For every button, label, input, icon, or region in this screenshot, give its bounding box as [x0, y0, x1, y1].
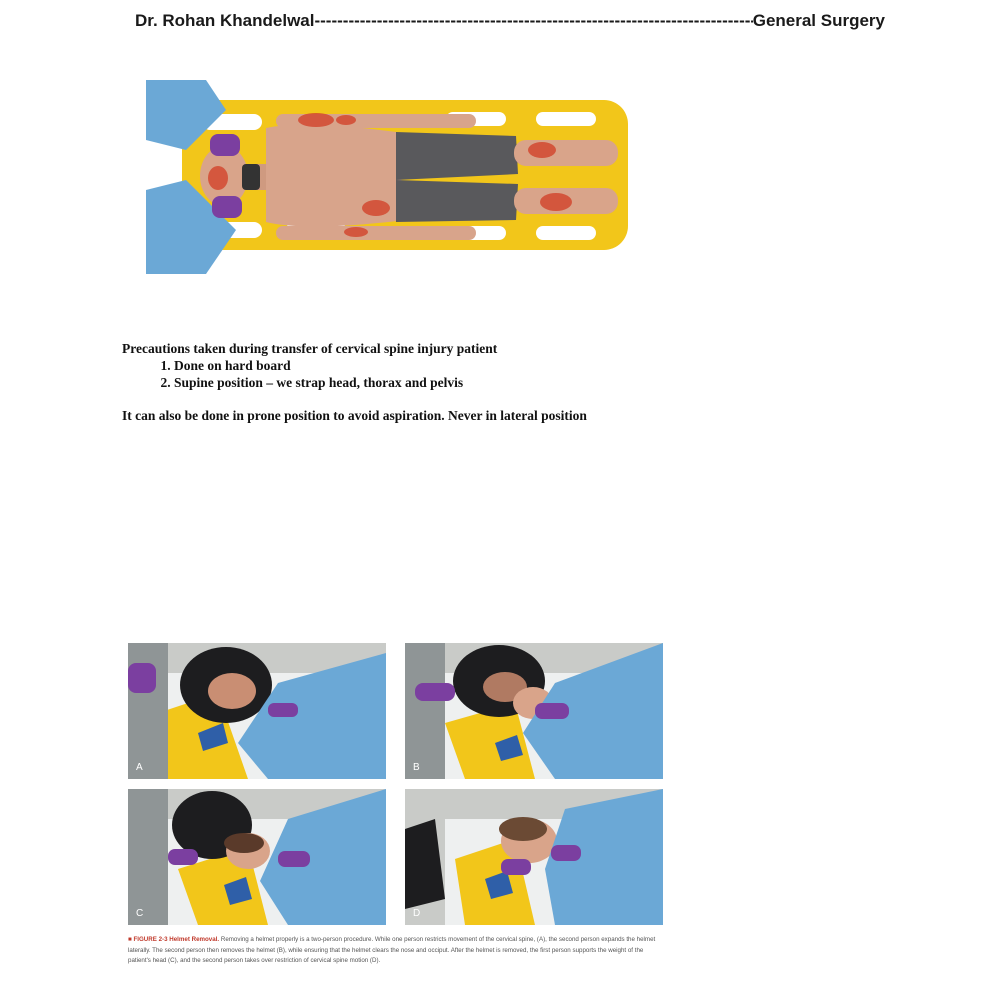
- helmet-photo-b: [405, 643, 663, 779]
- helmet-photo-d: [405, 789, 663, 925]
- precautions-heading: Precautions taken during transfer of cervical spine injury patient: [122, 341, 498, 356]
- panel-label-a: A: [136, 762, 143, 773]
- figure-title: Helmet Removal.: [169, 936, 220, 943]
- panel-label-c: C: [136, 908, 144, 919]
- precaution-item: 1. Done on hard board: [174, 357, 762, 374]
- helmet-photo-c: [128, 789, 386, 925]
- figure-number: ■ FIGURE 2-3: [128, 936, 168, 943]
- transfer-note: It can also be done in prone position to avoid aspiration. Never in lateral position: [122, 408, 587, 423]
- department-name: General Surgery: [752, 11, 885, 30]
- figure-caption: [128, 935, 664, 967]
- page-header: [135, 8, 885, 34]
- precautions-list: [122, 357, 762, 391]
- spine-board-illustration: [146, 80, 640, 274]
- panel-label-b: B: [413, 762, 420, 773]
- panel-label-d: D: [413, 908, 421, 919]
- header-dashes: [314, 11, 752, 31]
- helmet-photo-a: [128, 643, 386, 779]
- precaution-item: 2. Supine position – we strap head, thorax and pelvis: [174, 374, 762, 391]
- precautions-text: [122, 340, 762, 424]
- figure-caption-text: Removing a helmet properly is a two-person procedure. While one person restricts movement of the cervical spine, (A), the second person expands the helmet laterally. The second person then removes the helmet (B), while ensuring that the helmet clears the nose and occiput. After the helmet is removed, the first person supports the weight of the patient's head (C), and the second person takes over restriction of cervical spine motion (D).: [128, 936, 656, 964]
- author-name: Dr. Rohan Khandelwal: [135, 11, 315, 30]
